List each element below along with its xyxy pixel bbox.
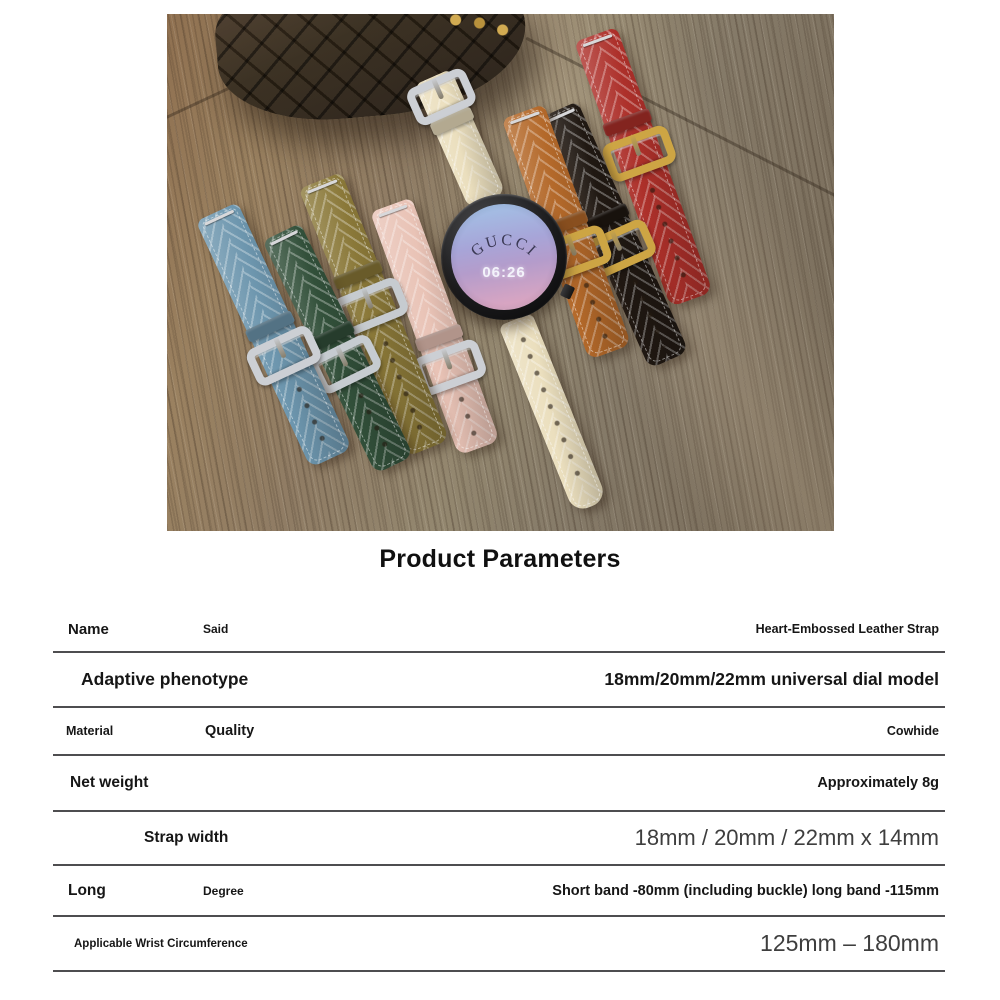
- smartwatch: [441, 194, 567, 320]
- table-row-net-weight: [53, 756, 945, 812]
- row-value: 18mm/20mm/22mm universal dial model: [604, 669, 939, 689]
- svg-text:GUCCI: [468, 232, 541, 261]
- row-label: Name: [68, 620, 109, 638]
- parameters-table: [53, 607, 945, 972]
- row-value: Approximately 8g: [817, 775, 939, 791]
- row-label: Long: [68, 881, 106, 899]
- watch-dial: [451, 204, 557, 310]
- row-value: Cowhide: [886, 724, 939, 738]
- table-row-name: [53, 607, 945, 653]
- table-row-strap-width: [53, 812, 945, 866]
- watch-time: 06:26: [482, 264, 526, 282]
- table-row-length: [53, 866, 945, 917]
- row-label: Adaptive phenotype: [81, 669, 249, 689]
- watch-strap-cream-buckle-piece: [414, 69, 506, 210]
- row-label: Net weight: [70, 774, 149, 791]
- row-sublabel: Quality: [205, 723, 255, 739]
- row-label: Material: [66, 724, 114, 738]
- row-label: Strap width: [144, 829, 229, 846]
- row-sublabel: Said: [203, 622, 229, 636]
- row-value: Heart-Embossed Leather Strap: [755, 622, 939, 636]
- table-row-wrist-circumference: [53, 917, 945, 972]
- section-title: Product Parameters: [379, 545, 621, 573]
- table-row-adaptive-phenotype: [53, 653, 945, 708]
- product-photo: [167, 14, 834, 531]
- table-row-material: [53, 708, 945, 756]
- row-value: 18mm / 20mm / 22mm x 14mm: [634, 825, 939, 850]
- watch-brand-text: GUCCI: [467, 231, 541, 261]
- row-value: Short band -80mm (including buckle) long band -115mm: [552, 882, 939, 899]
- row-label: Applicable Wrist Circumference: [74, 937, 248, 950]
- row-value: 125mm – 180mm: [760, 930, 939, 956]
- watch-brand-arc: [451, 204, 557, 310]
- row-sublabel: Degree: [203, 883, 244, 898]
